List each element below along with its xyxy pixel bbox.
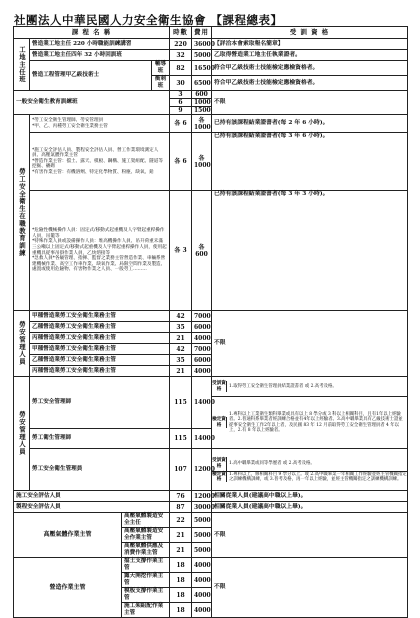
course-name: 營造業工地主任四年 32 小時回訓班 <box>30 50 170 61</box>
course-fee: 6000 <box>192 322 212 333</box>
table-row <box>14 449 408 491</box>
course-fee: 14000 <box>192 429 212 449</box>
course-fee: 4000 <box>192 558 212 573</box>
header-fee: 費用 <box>192 27 212 39</box>
table-row <box>14 377 408 397</box>
course-hours: 18 <box>170 603 192 618</box>
course-hours: 各 6 <box>170 115 192 133</box>
course-name: 一般安全衛生教育訓練班 <box>14 91 170 115</box>
course-requirement: 不限 <box>212 558 408 618</box>
section-label: 高壓氣體作業主管 <box>14 513 122 558</box>
course-fee: 14000 <box>192 377 212 429</box>
course-hours: 21 <box>170 528 192 543</box>
course-fee: 5000 <box>192 543 212 558</box>
header-requirements: 受 訓 資 格 <box>212 27 408 39</box>
table-row <box>14 502 408 513</box>
course-hours: 107 <box>170 449 192 491</box>
course-name: 高壓氣體製造安全主任 <box>122 513 170 528</box>
course-hours: 115 <box>170 429 192 449</box>
course-name: 露天開挖作業主管 <box>122 573 170 588</box>
course-fee: 30000 <box>192 502 212 513</box>
course-fee: 5000 <box>192 513 212 528</box>
course-name: 勞工衛生管理師 <box>30 429 170 449</box>
course-requirement: 符合甲乙級技術士技能檢定應檢資格者。 <box>212 61 408 76</box>
course-requirement <box>212 397 408 449</box>
table-row <box>14 91 408 99</box>
table-row <box>14 39 408 50</box>
course-fee: 12000 <box>192 449 212 491</box>
table-row <box>14 191 408 311</box>
course-name: 施工架組配作業主管 <box>122 603 170 618</box>
course-fee: 600 <box>192 91 212 99</box>
table-row <box>14 61 408 76</box>
table-row <box>14 558 408 573</box>
course-hours: 6 <box>170 99 192 107</box>
course-hours: 76 <box>170 491 192 502</box>
course-name: *施工安全評估人員、製程安全評估人員、營工作業環境測定人員、高壓氣體作業主管 *營造作業主管：擋土、露天、模板、鋼構、施工架組配、隧道等挖掘、襯砌 *有害作業主管：有機溶劑、特定化學物質、粉塵、缺氧、鉛 <box>30 133 170 191</box>
course-name: 勞工安全管理師 <box>30 377 170 429</box>
course-fee: 36000 <box>192 39 212 50</box>
requirement-label: 受訓資格 <box>212 381 226 392</box>
course-name: *危險性機械操作人員：固定式/移動式起重機及人字臂起重桿操作人員，吊籠等 *特殊作業人員或設備操作人員：堆高機操作人員、吊升荷重未滿三公噸以上固定式/移動式起重機及人字臂起重桿操作人員，使用起重機具從事吊掛作業人員，乙炔熔接等 *急救人員*各級管理、指揮、監督之業務主管營造作業、車輛系營建機械作業、高空工作車作業、缺氧作業、局限空間作業及製造、處置或使用危險物、有害物作業之人員、一般勞工……… <box>30 191 170 311</box>
course-requirement: 不限 <box>212 311 408 377</box>
requirement-text: 1.高中職畢業或同等學歷者 或 2.高考及格。 <box>229 460 315 466</box>
course-hours: 9 <box>170 107 192 115</box>
course-hours: 32 <box>170 50 192 61</box>
section-label: 營造作業主管 <box>14 558 122 618</box>
course-fee: 6500 <box>192 76 212 91</box>
course-name: 丙種營造業勞工安全衛生業務主管 <box>30 333 170 344</box>
course-fee: 各 600 <box>192 191 212 311</box>
course-requirement: 已持有該課程結業證書者(每 3 年 3 小時)。 <box>212 191 408 311</box>
course-hours: 3 <box>170 91 192 99</box>
course-name: 擋土支撐作業主管 <box>122 558 170 573</box>
section-label: 工地主任班 <box>14 39 30 91</box>
course-name: 勞工安全衛生管理員 <box>30 449 170 491</box>
section-label: 勞工安全衛生在職教育訓練 <box>14 115 30 311</box>
course-fee: 各 1000 <box>192 133 212 191</box>
course-requirement <box>212 449 408 491</box>
course-fee: 5000 <box>192 528 212 543</box>
course-name: 乙種營造業勞工安全衛生業務主管 <box>30 322 170 333</box>
course-hours: 35 <box>170 355 192 366</box>
course-hours: 30 <box>170 76 192 91</box>
course-requirement: 符合甲乙級技術士技能檢定應檢資格者。 <box>212 76 408 91</box>
course-table <box>13 26 408 618</box>
course-hours: 220 <box>170 39 192 50</box>
course-fee: 4000 <box>192 366 212 377</box>
course-requirement: 【詳洽本會索取報名簡章】 <box>212 39 408 50</box>
requirement-label: 檢定資格 <box>212 471 226 482</box>
course-hours: 22 <box>170 513 192 528</box>
table-row <box>14 491 408 502</box>
requirement-text: 1.專科以上，修相關科目 9 學分以上。或 2.高中職畢業一年相關工作經驗並經主管機關指定之訓練機構訓練，或 3.普考及格，再一年以上經驗，並經主管機關指定之訓練機構訓練。 <box>229 471 407 482</box>
course-fee: 6000 <box>192 355 212 366</box>
course-fee: 1500 <box>192 107 212 115</box>
course-fee: 12000 <box>192 491 212 502</box>
course-hours: 18 <box>170 558 192 573</box>
course-hours: 42 <box>170 344 192 355</box>
course-fee: 4000 <box>192 588 212 603</box>
course-name: 製程安全評估人員 <box>14 502 170 513</box>
course-requirement: 乙取得營造業工地主任執業證者。 <box>212 50 408 61</box>
course-fee: 1000 <box>192 99 212 107</box>
table-row <box>14 115 408 133</box>
course-name: 乙種營造業勞工安全衛生業務主管 <box>30 355 170 366</box>
course-name: 高壓氣體供應及消費作業主管 <box>122 543 170 558</box>
course-requirement <box>212 377 408 397</box>
header-course-name: 課 程 名 稱 <box>14 27 170 39</box>
course-hours: 18 <box>170 588 192 603</box>
course-hours: 35 <box>170 322 192 333</box>
course-hours: 87 <box>170 502 192 513</box>
section-label: 勞安管理人員 <box>14 377 30 491</box>
course-fee: 4000 <box>192 603 212 618</box>
course-name: 營造業工地主任 220 小時職能訓練講習 <box>30 39 170 50</box>
requirement-label: 受訓資格 <box>212 458 226 469</box>
course-hours: 82 <box>170 61 192 76</box>
course-name: 甲種營造業勞工安全衛生業務主管 <box>30 344 170 355</box>
course-hours: 115 <box>170 377 192 429</box>
header-row <box>14 27 408 39</box>
requirement-text: 1.取得勞工安全衛生管理員結業證書者 或 2.高考及格。 <box>229 383 337 389</box>
page-title: 社團法人中華民國人力安全衛生協會 【課程總表】 <box>14 13 283 27</box>
course-name: 施工安全評估人員 <box>14 491 170 502</box>
table-row <box>14 133 408 191</box>
course-requirement: 不限 <box>212 91 408 115</box>
course-name: 高壓氣體製造安全作業主管 <box>122 528 170 543</box>
table-row <box>14 50 408 61</box>
course-hours: 21 <box>170 333 192 344</box>
course-requirement: 相關從業人員(建議高中職以上畢)。 <box>212 502 408 513</box>
course-hours: 各 6 <box>170 133 192 191</box>
course-fee: 各 1000 <box>192 115 212 133</box>
course-subtype: 輔導班 <box>152 61 170 76</box>
course-name: 甲種營造業勞工安全衛生業務主管 <box>30 311 170 322</box>
course-name: 模板支撐作業主管 <box>122 588 170 603</box>
course-fee: 4000 <box>192 333 212 344</box>
course-hours: 18 <box>170 573 192 588</box>
table-row <box>14 513 408 528</box>
section-label: 勞安管理人員 <box>14 311 30 377</box>
course-fee: 7000 <box>192 344 212 355</box>
course-name: *勞工安全衛生管理師、勞安管理員 *甲、乙、丙種勞工安全衛生業務主管 <box>30 115 170 133</box>
requirement-label: 檢定資格 <box>212 417 226 428</box>
course-fee: 4000 <box>192 573 212 588</box>
course-requirement: 不限 <box>212 513 408 558</box>
course-fee: 5000 <box>192 50 212 61</box>
course-hours: 各 3 <box>170 191 192 311</box>
table-row <box>14 311 408 322</box>
header-hours: 時數 <box>170 27 192 39</box>
course-requirement: 已持有該課程結業證書者(每 3 年 6 小時)。 <box>212 133 408 191</box>
course-name: 丙種營造業勞工安全衛生業務主管 <box>30 366 170 377</box>
course-requirement: 已持有該課程結業證書者(每 2 年 6 小時)。 <box>212 115 408 133</box>
course-requirement: 相關從業人員(建議高中職以上畢)。 <box>212 491 408 502</box>
course-fee: 16500 <box>192 61 212 76</box>
course-hours: 42 <box>170 311 192 322</box>
course-name: 營造工程管理甲乙級技術士 <box>30 61 152 91</box>
course-hours: 21 <box>170 366 192 377</box>
course-fee: 7000 <box>192 311 212 322</box>
course-hours: 21 <box>170 543 192 558</box>
requirement-text: 1.專科以上工業衛生類科畢業或具有以上 8 學分或 3 科以上相關科目，且有1年以上經驗者。2.普通科系畢業者經訓練合格並有4年以上經驗者。3.高中職畢業具有乙級技術士證並從事安全衛生工作2年以上者，及民國 83 年 12 月前取得勞工安全衛生管理員者 4 年以上，2.有 8 年以上經驗者。 <box>229 411 403 433</box>
course-subtype: 衝刺班 <box>152 76 170 91</box>
